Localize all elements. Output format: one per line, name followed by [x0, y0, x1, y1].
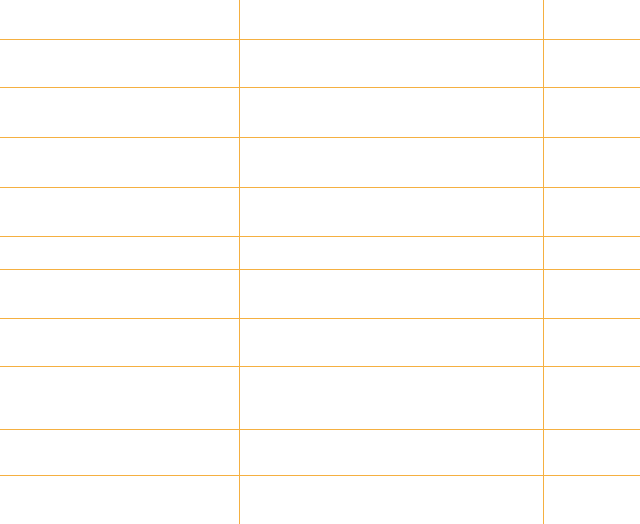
table-cell — [240, 138, 543, 187]
table-cell — [1, 319, 239, 366]
table-cell — [240, 319, 543, 366]
table-cell — [1, 367, 239, 429]
table-cell — [240, 237, 543, 269]
table-cell — [544, 237, 640, 269]
table-cell — [240, 188, 543, 236]
table-cell — [544, 430, 640, 475]
table-cell — [1, 40, 239, 87]
table-cell — [544, 476, 640, 524]
table-cell — [544, 138, 640, 187]
table-cell — [544, 88, 640, 137]
table-cell — [544, 1, 640, 39]
table-cell — [240, 430, 543, 475]
table-cell — [544, 188, 640, 236]
table-cell — [544, 319, 640, 366]
table-cell — [544, 367, 640, 429]
table-cell — [544, 270, 640, 318]
table-cell — [544, 40, 640, 87]
table-cell — [1, 88, 239, 137]
table-cell — [240, 88, 543, 137]
table-cell — [240, 367, 543, 429]
table-cell — [1, 188, 239, 236]
table-cell — [1, 270, 239, 318]
table-cell — [240, 270, 543, 318]
table-cell — [1, 138, 239, 187]
table-cell — [240, 40, 543, 87]
table-cell — [1, 1, 239, 39]
table-cell — [1, 237, 239, 269]
table-cell — [240, 1, 543, 39]
table-cell — [1, 476, 239, 524]
table-cell — [1, 430, 239, 475]
table-cell — [240, 476, 543, 524]
